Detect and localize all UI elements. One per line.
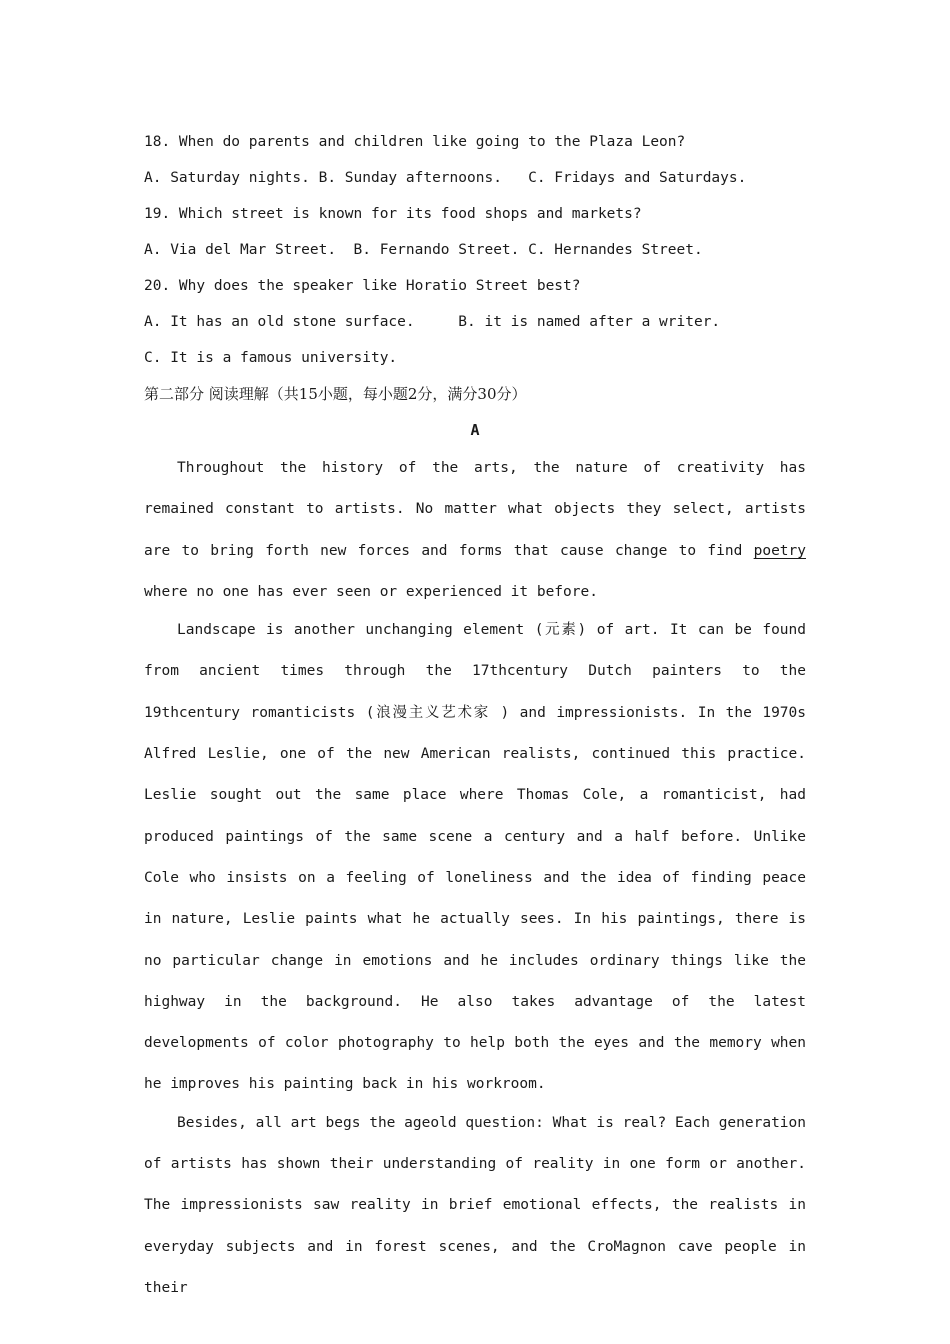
section-heading: 第二部分 阅读理解（共15小题，每小题2分，满分30分） (144, 385, 527, 403)
passage-paragraph-2: Landscape is another unchanging element (元素) of art. It can be found from ancient times through the 17thcentury Dutch painters to the 19thcentury romanticists (浪漫主义艺术家 ) and impressionists. In the 1970s Alfred Leslie, one of the new American realists, continued this practice. Leslie sought out the same place where Thomas Cole, a romanticist, had produced paintings of the same scene a century and a half before. Unlike Cole who insists on a feeling of loneliness and the idea of finding peace in nature, Leslie paints what he actually sees. In his paintings, there is no particular change in emotions and he includes ordinary things like the highway in the background. He also takes advantage of the latest developments of color photography to help both the eyes and the memory when he improves his painting back in his workroom. (144, 622, 806, 1093)
passage-paragraph-3: Besides, all art begs the ageold question: What is real? Each generation of artists has shown their understanding of reality in one form or another. The impressionists saw reality in brief emotional effects, the realists in everyday subjects and in forest scenes, and the CroMagnon cave people in their (144, 1114, 806, 1296)
paragraph-1-text-end: where no one has ever seen or experienced it before. (144, 583, 598, 600)
passage-letter: A (470, 421, 480, 439)
question-20-stem: 20. Why does the speaker like Horatio Street best? (144, 278, 581, 294)
underlined-word-poetry: poetry (753, 542, 806, 559)
question-20-options-c: C. It is a famous university. (144, 350, 398, 366)
question-20-options: A. It has an old stone surface. B. it is named after a writer. (144, 314, 721, 330)
question-19-stem: 19. Which street is known for its food shops and markets? (144, 206, 642, 222)
paragraph-1-text-start: Throughout the history of the arts, the nature of creativity has remained constant to artists. No matter what objects they select, artists are to bring forth new forces and forms that cause change to find (144, 460, 806, 559)
question-19-options: A. Via del Mar Street. B. Fernando Street. C. Hernandes Street. (144, 242, 703, 258)
document-page (144, 124, 806, 1309)
question-18-stem: 18. When do parents and children like going to the Plaza Leon? (144, 134, 686, 150)
question-18-options: A. Saturday nights. B. Sunday afternoons. C. Fridays and Saturdays. (144, 170, 747, 186)
passage-paragraph-1 (144, 448, 806, 613)
